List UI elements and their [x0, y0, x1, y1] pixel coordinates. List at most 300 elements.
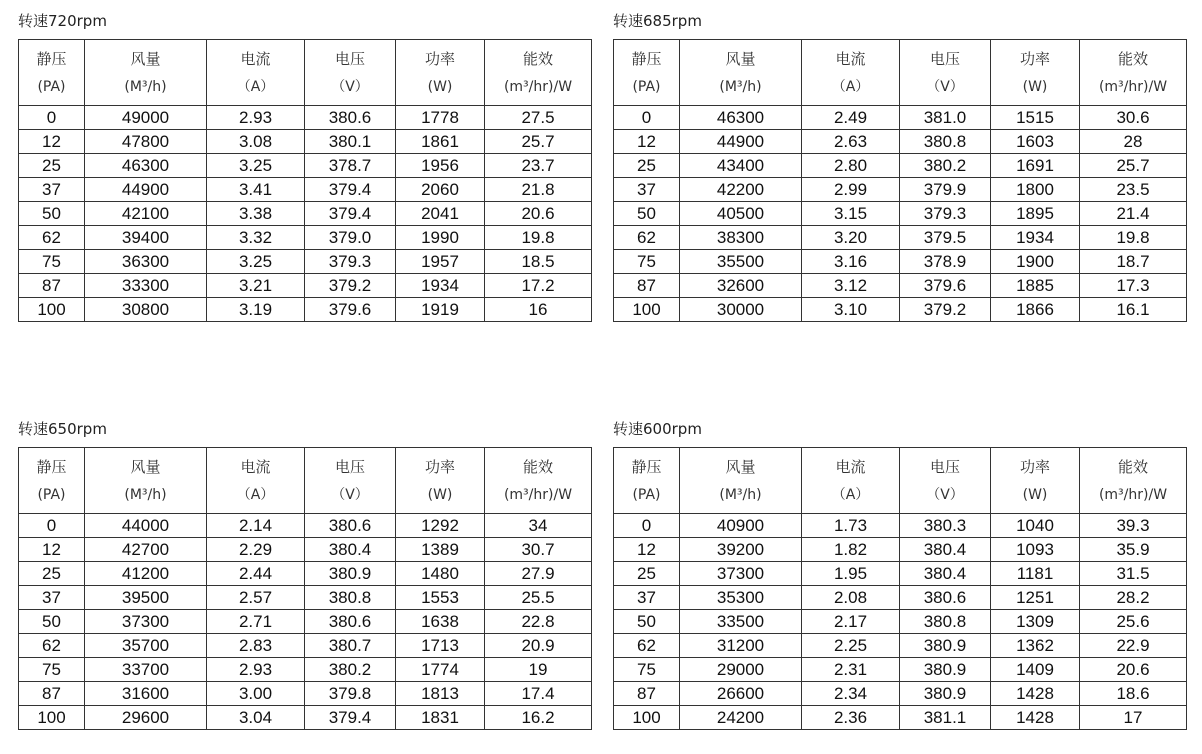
table-row	[614, 634, 1187, 658]
cell-airflow: 33700	[85, 658, 207, 682]
cell-voltage: 380.6	[305, 514, 396, 538]
table-row	[19, 682, 592, 706]
cell-efficiency: 34	[485, 514, 592, 538]
cell-power: 1292	[396, 514, 485, 538]
cell-voltage: 380.7	[305, 634, 396, 658]
cell-power: 1885	[991, 274, 1080, 298]
cell-current: 1.95	[802, 562, 900, 586]
cell-airflow: 39500	[85, 586, 207, 610]
cell-airflow: 44900	[680, 130, 802, 154]
column-header-power	[396, 40, 485, 106]
table-row	[614, 562, 1187, 586]
cell-voltage: 380.3	[900, 514, 991, 538]
cell-power: 1093	[991, 538, 1080, 562]
cell-efficiency: 17.4	[485, 682, 592, 706]
cell-power: 1919	[396, 298, 485, 322]
column-header-name: 电流	[240, 457, 271, 476]
cell-efficiency: 19.8	[1080, 226, 1187, 250]
cell-efficiency: 20.6	[1080, 658, 1187, 682]
table-row	[19, 274, 592, 298]
table-row	[19, 634, 592, 658]
cell-voltage: 379.3	[305, 250, 396, 274]
table-row	[614, 610, 1187, 634]
column-header-current	[207, 40, 305, 106]
column-header-name: 电压	[334, 457, 365, 476]
cell-voltage: 379.6	[305, 298, 396, 322]
cell-airflow: 33500	[680, 610, 802, 634]
cell-airflow: 38300	[680, 226, 802, 250]
cell-static-pressure: 50	[614, 202, 680, 226]
cell-voltage: 378.9	[900, 250, 991, 274]
header-row	[19, 40, 592, 106]
cell-voltage: 380.8	[900, 610, 991, 634]
cell-airflow: 35700	[85, 634, 207, 658]
cell-static-pressure: 25	[614, 562, 680, 586]
cell-static-pressure: 37	[19, 178, 85, 202]
cell-power: 1515	[991, 106, 1080, 130]
column-header-name: 电压	[929, 49, 960, 68]
column-header-name: 电流	[240, 49, 271, 68]
cell-efficiency: 25.7	[485, 130, 592, 154]
column-header-unit: （V）	[926, 486, 964, 503]
cell-airflow: 33300	[85, 274, 207, 298]
performance-table	[613, 447, 1187, 730]
cell-airflow: 47800	[85, 130, 207, 154]
cell-static-pressure: 25	[614, 154, 680, 178]
cell-static-pressure: 12	[19, 130, 85, 154]
cell-airflow: 42100	[85, 202, 207, 226]
column-header-current	[207, 448, 305, 514]
column-header-efficiency	[1080, 448, 1187, 514]
cell-voltage: 379.2	[900, 298, 991, 322]
column-header-efficiency	[485, 448, 592, 514]
column-header-unit: (W)	[1022, 78, 1048, 95]
cell-efficiency: 18.5	[485, 250, 592, 274]
table-row	[19, 178, 592, 202]
cell-voltage: 380.4	[900, 562, 991, 586]
table-row	[614, 250, 1187, 274]
cell-efficiency: 18.7	[1080, 250, 1187, 274]
cell-static-pressure: 62	[19, 634, 85, 658]
column-header-unit: (m³/hr)/W	[1098, 486, 1168, 503]
cell-airflow: 31600	[85, 682, 207, 706]
table-row	[19, 250, 592, 274]
cell-static-pressure: 12	[19, 538, 85, 562]
header-row	[614, 40, 1187, 106]
column-header-static-pressure	[19, 448, 85, 514]
table-row	[19, 538, 592, 562]
cell-power: 1713	[396, 634, 485, 658]
cell-static-pressure: 75	[19, 250, 85, 274]
table-row	[19, 610, 592, 634]
cell-static-pressure: 0	[19, 514, 85, 538]
cell-static-pressure: 37	[614, 586, 680, 610]
cell-efficiency: 22.8	[485, 610, 592, 634]
column-header-static-pressure	[614, 40, 680, 106]
cell-static-pressure: 37	[19, 586, 85, 610]
column-header-name: 静压	[36, 49, 67, 68]
column-header-name: 静压	[631, 457, 662, 476]
table-caption: 转速720rpm	[18, 12, 107, 30]
cell-power: 1934	[991, 226, 1080, 250]
cell-power: 1251	[991, 586, 1080, 610]
cell-static-pressure: 50	[614, 610, 680, 634]
header-row	[19, 448, 592, 514]
cell-airflow: 31200	[680, 634, 802, 658]
cell-static-pressure: 12	[614, 538, 680, 562]
cell-voltage: 379.3	[900, 202, 991, 226]
column-header-name: 功率	[424, 457, 455, 476]
cell-airflow: 37300	[680, 562, 802, 586]
table-row	[614, 514, 1187, 538]
column-header-airflow	[85, 448, 207, 514]
cell-airflow: 46300	[680, 106, 802, 130]
cell-voltage: 380.6	[305, 610, 396, 634]
cell-voltage: 379.8	[305, 682, 396, 706]
column-header-name: 风量	[725, 49, 756, 68]
cell-airflow: 40900	[680, 514, 802, 538]
cell-static-pressure: 100	[19, 298, 85, 322]
cell-current: 3.32	[207, 226, 305, 250]
cell-static-pressure: 62	[614, 226, 680, 250]
cell-current: 2.31	[802, 658, 900, 682]
cell-voltage: 380.4	[900, 538, 991, 562]
cell-current: 3.12	[802, 274, 900, 298]
table-row	[614, 706, 1187, 730]
cell-efficiency: 19.8	[485, 226, 592, 250]
cell-efficiency: 25.7	[1080, 154, 1187, 178]
column-header-unit: （V）	[331, 78, 369, 95]
cell-current: 2.14	[207, 514, 305, 538]
cell-voltage: 379.4	[305, 202, 396, 226]
cell-static-pressure: 87	[19, 682, 85, 706]
table-row	[614, 298, 1187, 322]
cell-voltage: 380.9	[900, 682, 991, 706]
column-header-name: 电流	[835, 49, 866, 68]
cell-current: 2.44	[207, 562, 305, 586]
cell-current: 3.19	[207, 298, 305, 322]
cell-voltage: 381.1	[900, 706, 991, 730]
cell-current: 3.16	[802, 250, 900, 274]
cell-efficiency: 35.9	[1080, 538, 1187, 562]
column-header-unit: (M³/h)	[124, 486, 167, 503]
cell-voltage: 380.8	[900, 130, 991, 154]
cell-power: 1553	[396, 586, 485, 610]
cell-power: 1895	[991, 202, 1080, 226]
column-header-name: 能效	[1117, 49, 1148, 68]
rpm-table-block	[613, 10, 1187, 322]
cell-airflow: 39400	[85, 226, 207, 250]
cell-static-pressure: 0	[614, 514, 680, 538]
cell-static-pressure: 62	[614, 634, 680, 658]
table-row	[614, 226, 1187, 250]
column-header-unit: (PA)	[37, 486, 66, 503]
cell-current: 3.15	[802, 202, 900, 226]
column-header-unit: (m³/hr)/W	[1098, 78, 1168, 95]
table-row	[19, 154, 592, 178]
cell-efficiency: 17	[1080, 706, 1187, 730]
cell-power: 1181	[991, 562, 1080, 586]
column-header-unit: （A）	[831, 486, 870, 503]
cell-current: 2.63	[802, 130, 900, 154]
cell-static-pressure: 75	[614, 658, 680, 682]
cell-airflow: 42700	[85, 538, 207, 562]
cell-static-pressure: 100	[19, 706, 85, 730]
cell-static-pressure: 75	[19, 658, 85, 682]
cell-efficiency: 20.6	[485, 202, 592, 226]
cell-airflow: 29000	[680, 658, 802, 682]
column-header-name: 静压	[631, 49, 662, 68]
cell-airflow: 30800	[85, 298, 207, 322]
cell-current: 2.25	[802, 634, 900, 658]
performance-table	[18, 39, 592, 322]
cell-current: 2.17	[802, 610, 900, 634]
cell-efficiency: 18.6	[1080, 682, 1187, 706]
column-header-power	[991, 448, 1080, 514]
cell-airflow: 42200	[680, 178, 802, 202]
cell-airflow: 39200	[680, 538, 802, 562]
cell-efficiency: 16.2	[485, 706, 592, 730]
cell-power: 1362	[991, 634, 1080, 658]
cell-airflow: 29600	[85, 706, 207, 730]
cell-airflow: 49000	[85, 106, 207, 130]
cell-efficiency: 21.8	[485, 178, 592, 202]
cell-voltage: 380.8	[305, 586, 396, 610]
cell-efficiency: 28	[1080, 130, 1187, 154]
table-row	[614, 130, 1187, 154]
table-row	[19, 202, 592, 226]
cell-voltage: 380.4	[305, 538, 396, 562]
cell-current: 3.25	[207, 250, 305, 274]
cell-power: 1428	[991, 682, 1080, 706]
table-row	[614, 178, 1187, 202]
cell-efficiency: 31.5	[1080, 562, 1187, 586]
table-row	[614, 154, 1187, 178]
cell-power: 1309	[991, 610, 1080, 634]
cell-current: 2.99	[802, 178, 900, 202]
column-header-voltage	[900, 40, 991, 106]
cell-current: 2.36	[802, 706, 900, 730]
column-header-name: 风量	[725, 457, 756, 476]
column-header-efficiency	[1080, 40, 1187, 106]
rpm-table-block	[18, 10, 592, 322]
column-header-name: 功率	[1019, 457, 1050, 476]
cell-airflow: 32600	[680, 274, 802, 298]
cell-voltage: 379.4	[305, 178, 396, 202]
cell-efficiency: 17.2	[485, 274, 592, 298]
cell-voltage: 380.6	[900, 586, 991, 610]
cell-power: 1956	[396, 154, 485, 178]
table-row	[614, 586, 1187, 610]
cell-power: 1813	[396, 682, 485, 706]
cell-efficiency: 39.3	[1080, 514, 1187, 538]
cell-power: 1774	[396, 658, 485, 682]
table-row	[614, 682, 1187, 706]
cell-current: 3.38	[207, 202, 305, 226]
table-row	[19, 226, 592, 250]
cell-power: 1866	[991, 298, 1080, 322]
cell-current: 2.93	[207, 658, 305, 682]
cell-static-pressure: 50	[19, 610, 85, 634]
table-row	[614, 538, 1187, 562]
cell-current: 2.49	[802, 106, 900, 130]
column-header-efficiency	[485, 40, 592, 106]
column-header-name: 静压	[36, 457, 67, 476]
cell-static-pressure: 50	[19, 202, 85, 226]
cell-power: 1409	[991, 658, 1080, 682]
cell-voltage: 380.2	[305, 658, 396, 682]
column-header-power	[396, 448, 485, 514]
column-header-voltage	[305, 448, 396, 514]
cell-static-pressure: 75	[614, 250, 680, 274]
cell-current: 3.21	[207, 274, 305, 298]
column-header-name: 功率	[424, 49, 455, 68]
cell-efficiency: 25.5	[485, 586, 592, 610]
performance-table	[18, 447, 592, 730]
column-header-airflow	[680, 448, 802, 514]
cell-efficiency: 25.6	[1080, 610, 1187, 634]
cell-current: 2.08	[802, 586, 900, 610]
cell-power: 1900	[991, 250, 1080, 274]
cell-voltage: 380.9	[900, 658, 991, 682]
cell-efficiency: 22.9	[1080, 634, 1187, 658]
column-header-unit: （A）	[236, 78, 275, 95]
column-header-current	[802, 448, 900, 514]
cell-current: 2.29	[207, 538, 305, 562]
cell-airflow: 24200	[680, 706, 802, 730]
cell-efficiency: 16	[485, 298, 592, 322]
cell-current: 1.73	[802, 514, 900, 538]
rpm-table-block	[18, 418, 592, 730]
cell-power: 1389	[396, 538, 485, 562]
cell-voltage: 380.1	[305, 130, 396, 154]
column-header-unit: (m³/hr)/W	[503, 486, 573, 503]
cell-static-pressure: 12	[614, 130, 680, 154]
column-header-unit: (PA)	[632, 486, 661, 503]
column-header-unit: (M³/h)	[719, 78, 762, 95]
column-header-current	[802, 40, 900, 106]
column-header-unit: （V）	[331, 486, 369, 503]
cell-static-pressure: 37	[614, 178, 680, 202]
cell-efficiency: 20.9	[485, 634, 592, 658]
column-header-voltage	[900, 448, 991, 514]
cell-airflow: 41200	[85, 562, 207, 586]
column-header-airflow	[680, 40, 802, 106]
cell-voltage: 378.7	[305, 154, 396, 178]
cell-static-pressure: 25	[19, 562, 85, 586]
cell-airflow: 44000	[85, 514, 207, 538]
cell-static-pressure: 87	[614, 682, 680, 706]
cell-voltage: 380.9	[305, 562, 396, 586]
table-row	[614, 202, 1187, 226]
table-caption: 转速685rpm	[613, 12, 702, 30]
column-header-unit: (W)	[427, 486, 453, 503]
cell-airflow: 43400	[680, 154, 802, 178]
cell-efficiency: 30.6	[1080, 106, 1187, 130]
column-header-unit: (W)	[1022, 486, 1048, 503]
cell-power: 1778	[396, 106, 485, 130]
column-header-unit: （A）	[236, 486, 275, 503]
cell-efficiency: 19	[485, 658, 592, 682]
cell-static-pressure: 0	[19, 106, 85, 130]
cell-efficiency: 23.7	[485, 154, 592, 178]
table-row	[19, 106, 592, 130]
cell-efficiency: 21.4	[1080, 202, 1187, 226]
cell-power: 2060	[396, 178, 485, 202]
cell-current: 3.20	[802, 226, 900, 250]
column-header-unit: (W)	[427, 78, 453, 95]
cell-power: 1831	[396, 706, 485, 730]
column-header-name: 能效	[1117, 457, 1148, 476]
column-header-name: 电压	[334, 49, 365, 68]
cell-voltage: 380.2	[900, 154, 991, 178]
cell-efficiency: 28.2	[1080, 586, 1187, 610]
cell-voltage: 379.5	[900, 226, 991, 250]
column-header-airflow	[85, 40, 207, 106]
table-row	[19, 514, 592, 538]
header-row	[614, 448, 1187, 514]
cell-power: 1428	[991, 706, 1080, 730]
cell-static-pressure: 100	[614, 298, 680, 322]
cell-airflow: 44900	[85, 178, 207, 202]
column-header-name: 能效	[522, 49, 553, 68]
cell-power: 1957	[396, 250, 485, 274]
table-row	[614, 658, 1187, 682]
cell-efficiency: 27.5	[485, 106, 592, 130]
cell-airflow: 46300	[85, 154, 207, 178]
column-header-static-pressure	[614, 448, 680, 514]
table-caption: 转速600rpm	[613, 420, 702, 438]
cell-airflow: 37300	[85, 610, 207, 634]
cell-efficiency: 17.3	[1080, 274, 1187, 298]
cell-static-pressure: 62	[19, 226, 85, 250]
table-row	[19, 130, 592, 154]
cell-power: 1861	[396, 130, 485, 154]
column-header-unit: (M³/h)	[124, 78, 167, 95]
column-header-name: 风量	[130, 457, 161, 476]
cell-current: 3.41	[207, 178, 305, 202]
cell-power: 2041	[396, 202, 485, 226]
column-header-name: 电压	[929, 457, 960, 476]
cell-current: 2.83	[207, 634, 305, 658]
column-header-unit: (PA)	[37, 78, 66, 95]
table-row	[19, 658, 592, 682]
column-header-power	[991, 40, 1080, 106]
cell-voltage: 379.0	[305, 226, 396, 250]
column-header-name: 电流	[835, 457, 866, 476]
cell-efficiency: 27.9	[485, 562, 592, 586]
cell-current: 3.08	[207, 130, 305, 154]
table-row	[19, 706, 592, 730]
column-header-static-pressure	[19, 40, 85, 106]
cell-current: 3.04	[207, 706, 305, 730]
cell-current: 2.71	[207, 610, 305, 634]
cell-voltage: 379.2	[305, 274, 396, 298]
table-caption: 转速650rpm	[18, 420, 107, 438]
cell-static-pressure: 87	[19, 274, 85, 298]
column-header-voltage	[305, 40, 396, 106]
cell-airflow: 36300	[85, 250, 207, 274]
column-header-unit: (m³/hr)/W	[503, 78, 573, 95]
cell-efficiency: 16.1	[1080, 298, 1187, 322]
table-row	[19, 586, 592, 610]
cell-static-pressure: 100	[614, 706, 680, 730]
cell-power: 1934	[396, 274, 485, 298]
cell-power: 1603	[991, 130, 1080, 154]
cell-current: 2.80	[802, 154, 900, 178]
cell-voltage: 379.9	[900, 178, 991, 202]
column-header-unit: (PA)	[632, 78, 661, 95]
